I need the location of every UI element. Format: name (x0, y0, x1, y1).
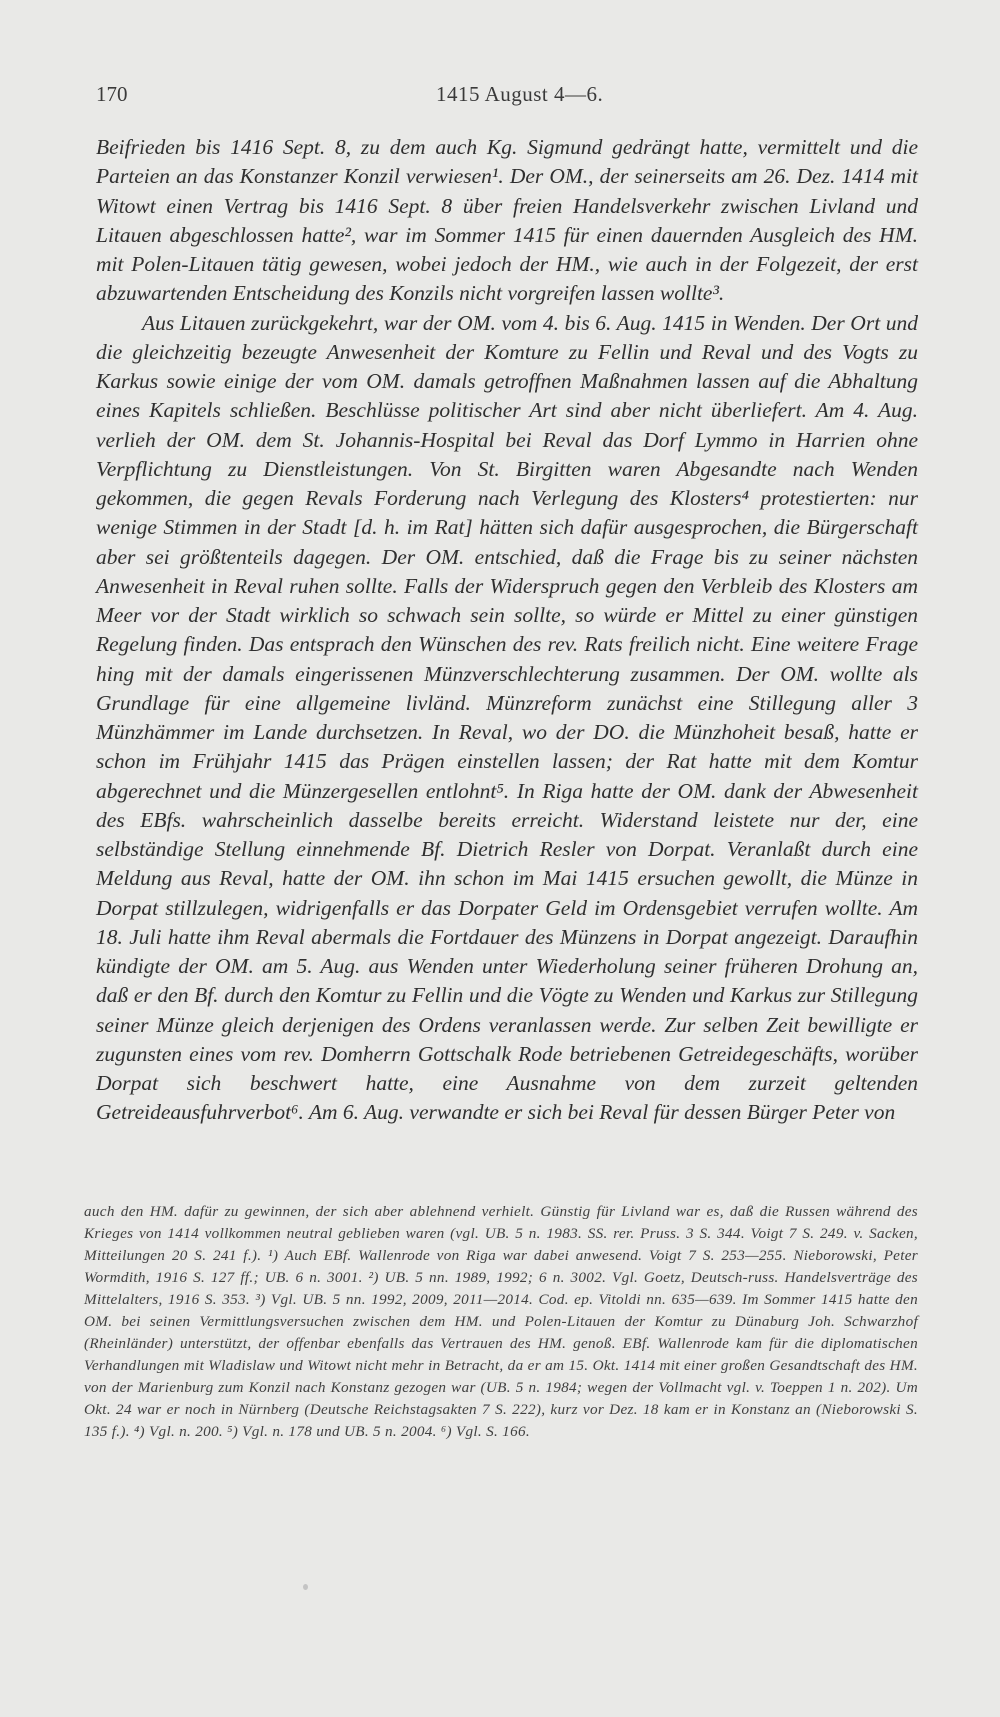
paper-speck (303, 1584, 308, 1590)
page-number: 170 (96, 82, 128, 106)
body-paragraph: Beifrieden bis 1416 Sept. 8, zu dem auch Kg. Sigmund gedrängt hatte, vermittelt und die Parteien an das Konstanzer Konzil verwiesen¹. Der OM., der seinerseits am 26. Dez. 1414 mit Witowt einen Vertrag bis 1416 Sept. 8 über freien Handelsverkehr zwischen Livland und Litauen abgeschlossen hatte², war im Sommer 1415 für einen dauernden Ausgleich des HM. mit Polen-Litauen tätig gewesen, wobei jedoch der HM., wie auch in der Folgezeit, der erst abzuwartenden Entscheidung des Konzils nicht vorgreifen lassen wollte³. (96, 135, 918, 306)
main-text (96, 133, 918, 1128)
running-head: 1415 August 4—6. (436, 82, 604, 106)
page-header (96, 82, 916, 112)
footnote-text: auch den HM. dafür zu gewinnen, der sich aber ablehnend verhielt. Günstig für Livland war es, daß die Russen während des Krieges von 1414 vollkommen neutral geblieben waren (vgl. UB. 5 n. 1983. SS. rer. Pruss. 3 S. 344. Voigt 7 S. 249. v. Sacken, Mitteilungen 20 S. 241 f.). ¹) Auch EBf. Wallenrode von Riga war dabei anwesend. Voigt 7 S. 253—255. Nieborowski, Peter Wormdith, 1916 S. 127 ff.; UB. 6 n. 3001. ²) UB. 5 nn. 1989, 1992; 6 n. 3002. Vgl. Goetz, Deutsch-russ. Handelsverträge des Mittelalters, 1916 S. 353. ³) Vgl. UB. 5 nn. 1992, 2009, 2011—2014. Cod. ep. Vitoldi nn. 635—639. Im Sommer 1415 hatte den OM. bei seinen Vermittlungsversuchen zwischen dem HM. und Polen-Litauen der Komtur zu Dünaburg Joh. Schwarzhof (Rheinländer) unterstützt, der offenbar ebenfalls das Vertrauen des HM. genoß. EBf. Wallenrode kam für die diplomatischen Verhandlungen mit Wladislaw und Witowt nicht mehr in Betracht, da er am 15. Okt. 1414 mit einer großen Gesandtschaft des HM. von der Marienburg zum Konzil nach Konstanz gezogen war (UB. 5 n. 1984; wegen der Vollmacht vgl. v. Toeppen 1 n. 202). Um Okt. 24 war er noch in Nürnberg (Deutsche Reichstagsakten 7 S. 222), kurz vor Dez. 18 kam er in Konstanz an (Nieborowski S. 135 f.). ⁴) Vgl. n. 200. ⁵) Vgl. n. 178 und UB. 5 n. 2004. ⁶) Vgl. S. 166. (84, 1203, 918, 1440)
footnotes (84, 1201, 918, 1442)
body-paragraph: Aus Litauen zurückgekehrt, war der OM. vom 4. bis 6. Aug. 1415 in Wenden. Der Ort und die gleichzeitig bezeugte Anwesenheit der Komture zu Fellin und Reval und des Vogts zu Karkus sowie einige der vom OM. damals getroffnen Maßnahmen lassen auf die Abhaltung eines Kapitels schließen. Beschlüsse politischer Art sind aber nicht überliefert. Am 4. Aug. verlieh der OM. dem St. Johannis-Hospital bei Reval das Dorf Lymmo in Harrien ohne Verpflichtung zu Dienstleistungen. Von St. Birgitten waren Abgesandte nach Wenden gekommen, die gegen Revals Forderung nach Verlegung des Klosters⁴ protestierten: nur wenige Stimmen in der Stadt [d. h. im Rat] hätten sich dafür ausgesprochen, die Bürgerschaft aber sei größtenteils dagegen. Der OM. entschied, daß die Frage bis zu seiner nächsten Anwesenheit in Reval ruhen sollte. Falls der Widerspruch gegen den Verbleib des Klosters am Meer vor der Stadt wirklich so schwach sein sollte, so würde er Mittel zu einer günstigen Regelung finden. Das entsprach den Wünschen des rev. Rats freilich nicht. Eine weitere Frage hing mit der damals eingerissenen Münzverschlechterung zusammen. Der OM. wollte als Grundlage für eine allgemeine livländ. Münzreform zunächst eine Stillegung aller 3 Münzhämmer im Lande durchsetzen. In Reval, wo der DO. die Münzhoheit besaß, hatte er schon im Frühjahr 1415 das Prägen einstellen lassen; der Rat hatte mit dem Komtur abgerechnet und die Münzergesellen entlohnt⁵. In Riga hatte der OM. dank der Abwesenheit des EBfs. wahrscheinlich dasselbe bereits erreicht. Widerstand leistete nur der, eine selbständige Stellung einnehmende Bf. Dietrich Resler von Dorpat. Veranlaßt durch eine Meldung aus Reval, hatte der OM. ihn schon im Mai 1415 ersuchen gewollt, die Münze in Dorpat stillzulegen, widrigenfalls er das Dorpater Geld im Ordensgebiet verrufen wollte. Am 18. Juli hatte ihm Reval abermals die Fortdauer des Münzens in Dorpat angezeigt. Daraufhin kündigte der OM. am 5. Aug. aus Wenden unter Wiederholung seiner früheren Drohung an, daß er den Bf. durch den Komtur zu Fellin und die Vögte zu Wenden und Karkus zur Stillegung seiner Münze gleich derjenigen des Ordens veranlassen werde. Zur selben Zeit bewilligte er zugunsten eines vom rev. Domherrn Gottschalk Rode betriebenen Getreidegeschäfts, worüber Dorpat sich beschwert hatte, eine Ausnahme von dem zurzeit geltenden Getreideausfuhrverbot⁶. Am 6. Aug. verwandte er sich bei Reval für dessen Bürger Peter von (96, 310, 918, 1125)
